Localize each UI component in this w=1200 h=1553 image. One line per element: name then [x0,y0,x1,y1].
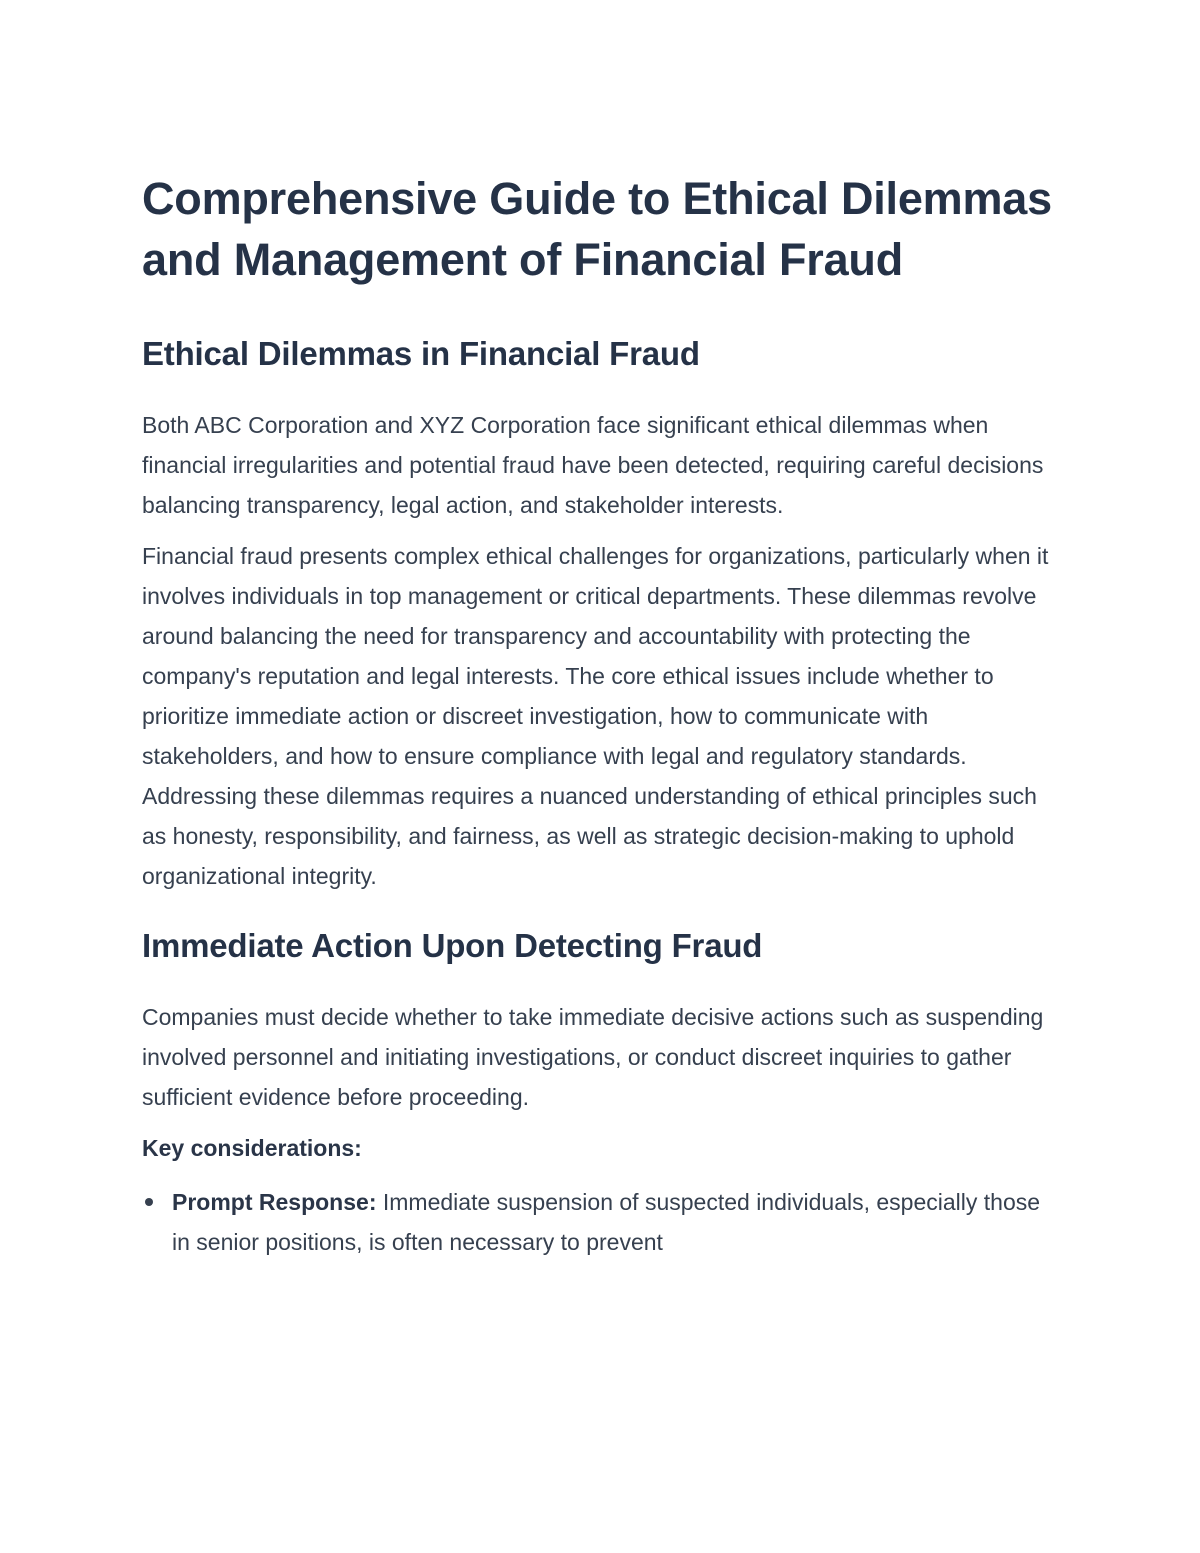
paragraph: Companies must decide whether to take immediate decisive actions such as suspending involved personnel and initiating investigations, or conduct discreet inquiries to gather sufficient evidence before proceeding. [142,1004,1044,1110]
section-ethical-dilemmas [142,334,1058,896]
bullet-icon [145,1198,153,1206]
section-heading: Ethical Dilemmas in Financial Fraud [142,335,700,372]
bullet-text: Immediate suspension of suspected individuals, especially those in senior positions, is often necessary to prevent [172,1189,1041,1255]
paragraph: Financial fraud presents complex ethical challenges for organizations, particularly when it involves individuals in top management or critical departments. These dilemmas revolve around balancing the need for transparency and accountability with protecting the company's reputation and legal interests. The core ethical issues include whether to prioritize immediate action or discreet investigation, how to communicate with stakeholders, and how to ensure compliance with legal and regulatory standards. Addressing these dilemmas requires a nuanced understanding of ethical principles such as honesty, responsibility, and fairness, as well as strategic decision-making to uphold organizational integrity. [142,543,1049,889]
section-immediate-action [142,926,1058,1262]
bullet-term: Prompt Response: [172,1189,377,1215]
paragraph: Both ABC Corporation and XYZ Corporation face significant ethical dilemmas when financial irregularities and potential fraud have been detected, requiring careful decisions balancing transparency, legal action, and stakeholder interests. [142,412,1044,518]
list-item [142,1182,1058,1262]
document-title: Comprehensive Guide to Ethical Dilemmas and Management of Financial Fraud [142,173,1052,285]
considerations-list [142,1182,1058,1262]
key-considerations-label: Key considerations: [142,1135,362,1161]
section-heading: Immediate Action Upon Detecting Fraud [142,927,763,964]
